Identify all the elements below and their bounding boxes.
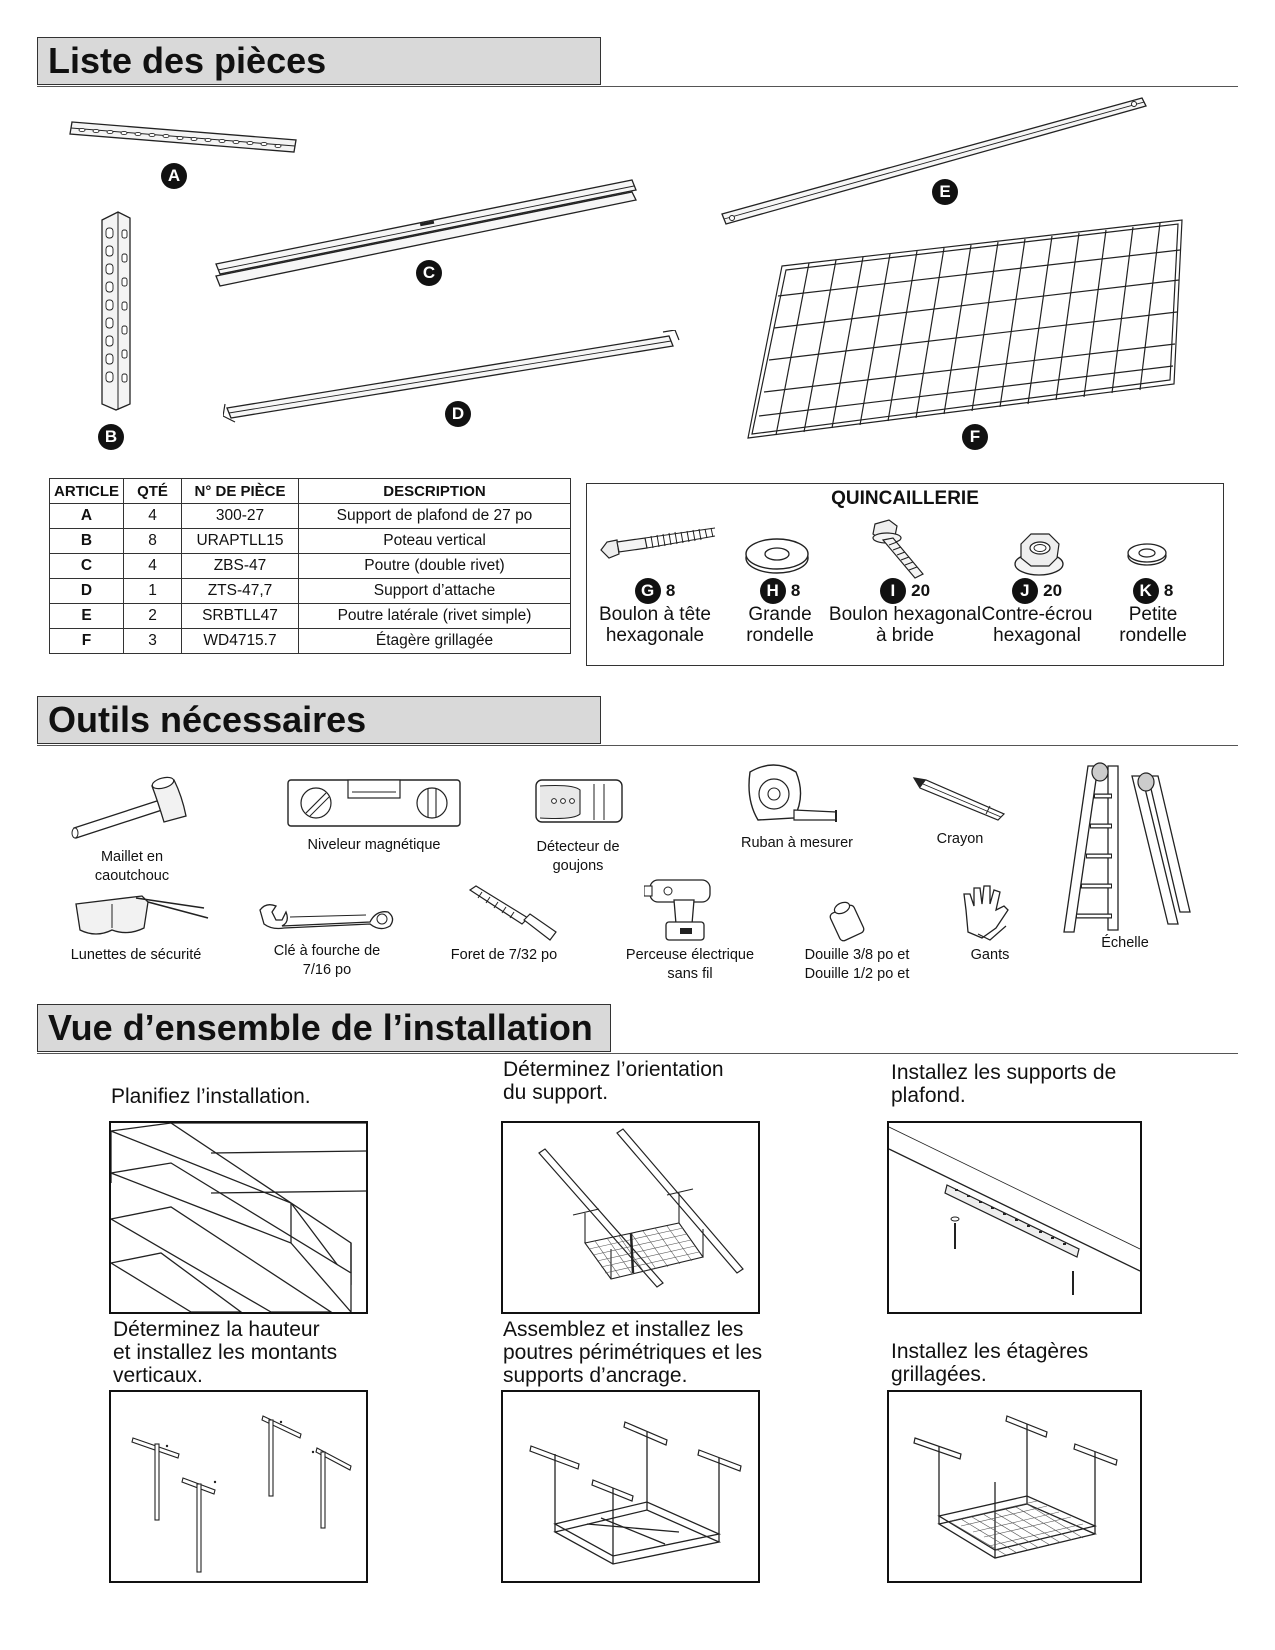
step-4-line3: verticaux. (113, 1364, 203, 1387)
step-4-line2: et installez les montants (113, 1341, 338, 1364)
tool-socket-line1: Douille 3/8 po et (804, 947, 910, 963)
hardware-g-callout: G (635, 578, 661, 604)
part-f-callout: F (962, 424, 988, 450)
hardware-title: QUINCAILLERIE (831, 488, 979, 509)
cell-part-number: URAPTLL15 (182, 529, 299, 554)
tool-drill-line1: Perceuse électrique (625, 947, 755, 963)
part-e-illustration (718, 94, 1152, 234)
cell-part-number: ZTS-47,7 (182, 579, 299, 604)
tool-mallet-line1: Maillet en (100, 849, 164, 865)
part-c-callout: C (416, 260, 442, 286)
col-qty: QTÉ (124, 479, 182, 504)
cell-description: Support d’attache (299, 579, 571, 604)
lock-nut-icon (1011, 530, 1067, 580)
step-5-line1: Assemblez et installez les (503, 1318, 744, 1341)
table-row (50, 504, 571, 529)
tool-label-gloves (940, 946, 1040, 965)
cordless-drill-icon (644, 866, 724, 944)
flange-bolt-icon (869, 518, 933, 582)
tool-drill-line2: sans fil (667, 966, 713, 982)
col-description: DESCRIPTION (299, 479, 571, 504)
part-b-illustration (96, 210, 136, 412)
section-rule (37, 86, 1238, 87)
hardware-k-callout: K (1133, 578, 1159, 604)
tool-label-ladder (1060, 934, 1190, 953)
cell-qty: 1 (124, 579, 182, 604)
hardware-item-i (825, 578, 985, 646)
cell-qty: 3 (124, 629, 182, 654)
wrench-icon (258, 900, 396, 934)
tool-ladder-line1: Échelle (1101, 935, 1149, 951)
tool-label-wrench (248, 942, 406, 980)
step-6-title (891, 1340, 1088, 1386)
parts-table (49, 478, 571, 654)
tool-label-level (286, 836, 462, 855)
step-6-line2: grillagées. (891, 1363, 987, 1386)
part-e-callout: E (932, 179, 958, 205)
perimeter-beams-illustration (503, 1392, 758, 1581)
tool-label-bit (432, 946, 576, 965)
section-rule (37, 1053, 1238, 1054)
step-2-line2: du support. (503, 1081, 609, 1104)
tool-gloves-line1: Gants (970, 947, 1010, 963)
cell-article: B (50, 529, 124, 554)
col-article: ARTICLE (50, 479, 124, 504)
step-5-line2: poutres périmétriques et les (503, 1341, 763, 1364)
ceiling-bracket-install-illustration (889, 1123, 1140, 1312)
vertical-posts-illustration (111, 1392, 366, 1581)
step-6-panel (887, 1390, 1142, 1583)
cell-description: Étagère grillagée (299, 629, 571, 654)
magnetic-level-icon (286, 778, 462, 828)
tool-socket-line2: Douille 1/2 po et (804, 966, 910, 982)
hardware-j-label-2: hexagonal (993, 625, 1081, 646)
tool-level-line1: Niveleur magnétique (307, 837, 441, 853)
table-row (50, 604, 571, 629)
hardware-i-label-1: Boulon hexagonal (828, 604, 982, 625)
tool-label-stud-finder (508, 838, 648, 876)
hardware-j-callout: J (1012, 578, 1038, 604)
small-washer-icon (1125, 540, 1169, 568)
cell-qty: 2 (124, 604, 182, 629)
tool-label-socket (786, 946, 928, 984)
step-1-line1: Planifiez l’installation. (111, 1085, 311, 1108)
hardware-h-label-2: rondelle (746, 625, 814, 646)
cell-qty: 4 (124, 554, 182, 579)
large-washer-icon (743, 536, 811, 576)
step-4-title (113, 1318, 337, 1387)
hardware-k-label-1: Petite (1128, 604, 1178, 625)
cell-part-number: SRBTLL47 (182, 604, 299, 629)
section-header-overview: Vue d’ensemble de l’installation (37, 1004, 611, 1052)
ladder-icon (1062, 762, 1194, 938)
step-4-line1: Déterminez la hauteur (113, 1318, 320, 1341)
hardware-g-label-1: Boulon à tête (599, 604, 711, 625)
hardware-j-qty: 20 (1043, 581, 1063, 601)
tool-pencil-line1: Crayon (936, 831, 984, 847)
hardware-h-callout: H (760, 578, 786, 604)
cell-article: F (50, 629, 124, 654)
tool-mallet-line2: caoutchouc (94, 868, 170, 884)
safety-glasses-icon (72, 890, 212, 942)
step-4-panel (109, 1390, 368, 1583)
tool-wrench-line2: 7/16 po (302, 962, 352, 978)
part-d-callout: D (445, 401, 471, 427)
hardware-item-j (971, 578, 1103, 646)
table-row (50, 579, 571, 604)
cell-qty: 4 (124, 504, 182, 529)
hardware-item-k (1093, 578, 1213, 646)
tool-label-mallet (62, 848, 202, 886)
parts-table-header (50, 479, 571, 504)
hardware-i-label-2: à bride (875, 625, 935, 646)
rubber-mallet-icon (70, 776, 190, 842)
tool-tape-line1: Ruban à mesurer (740, 835, 854, 851)
gloves-icon (960, 880, 1016, 942)
tool-bit-line1: Foret de 7/32 po (450, 947, 558, 963)
hardware-i-qty: 20 (911, 581, 931, 601)
tool-wrench-line1: Clé à fourche de (273, 943, 381, 959)
stud-finder-icon (534, 776, 626, 828)
step-5-title (503, 1318, 762, 1387)
hardware-k-label-2: rondelle (1119, 625, 1187, 646)
step-2-panel (501, 1121, 760, 1314)
cell-description: Poutre (double rivet) (299, 554, 571, 579)
hardware-h-qty: 8 (790, 581, 801, 601)
table-row (50, 529, 571, 554)
cell-part-number: ZBS-47 (182, 554, 299, 579)
hardware-box (586, 483, 1224, 666)
cell-article: D (50, 579, 124, 604)
cell-article: C (50, 554, 124, 579)
cell-article: E (50, 604, 124, 629)
hardware-g-qty: 8 (665, 581, 676, 601)
step-2-line1: Déterminez l’orientation (503, 1058, 724, 1081)
pencil-icon (912, 776, 1008, 822)
table-row (50, 554, 571, 579)
part-a-callout: A (161, 163, 187, 189)
hardware-item-g (589, 578, 721, 646)
step-3-line1: Installez les supports de (891, 1061, 1117, 1084)
cell-qty: 8 (124, 529, 182, 554)
table-row (50, 629, 571, 654)
step-1-panel (109, 1121, 368, 1314)
tool-label-pencil (900, 830, 1020, 849)
step-1-title (111, 1085, 311, 1108)
hardware-i-callout: I (880, 578, 906, 604)
step-3-line2: plafond. (891, 1084, 966, 1107)
cell-part-number: 300-27 (182, 504, 299, 529)
socket-icon (824, 898, 870, 942)
step-2-title (503, 1058, 724, 1104)
section-header-tools: Outils nécessaires (37, 696, 601, 744)
wire-shelf-install-illustration (889, 1392, 1140, 1581)
bracket-orientation-illustration (503, 1123, 758, 1312)
hardware-j-label-1: Contre-écrou (981, 604, 1093, 625)
cell-part-number: WD4715.7 (182, 629, 299, 654)
section-rule (37, 745, 1238, 746)
tool-stud-line1: Détecteur de (536, 839, 620, 855)
cell-description: Poteau vertical (299, 529, 571, 554)
drill-bit-icon (468, 884, 558, 942)
tool-label-tape (722, 834, 872, 853)
part-b-callout: B (98, 424, 124, 450)
tool-label-glasses (48, 946, 224, 965)
tool-stud-line2: goujons (552, 858, 604, 874)
step-5-panel (501, 1390, 760, 1583)
hardware-h-label-1: Grande (748, 604, 812, 625)
hardware-k-qty: 8 (1163, 581, 1174, 601)
tape-measure-icon (744, 762, 844, 830)
part-f-illustration (742, 216, 1196, 446)
section-header-parts: Liste des pièces (37, 37, 601, 85)
ceiling-joists-illustration (111, 1123, 366, 1312)
step-6-line1: Installez les étagères (891, 1340, 1089, 1363)
cell-description: Support de plafond de 27 po (299, 504, 571, 529)
hardware-g-label-2: hexagonale (605, 625, 705, 646)
cell-article: A (50, 504, 124, 529)
tool-label-drill (616, 946, 764, 984)
step-3-panel (887, 1121, 1142, 1314)
step-5-line3: supports d’ancrage. (503, 1364, 688, 1387)
tool-glasses-line1: Lunettes de sécurité (70, 947, 202, 963)
col-part-number: N° DE PIÈCE (182, 479, 299, 504)
part-a-illustration (68, 118, 300, 160)
cell-description: Poutre latérale (rivet simple) (299, 604, 571, 629)
hex-bolt-icon (597, 524, 721, 564)
step-3-title (891, 1061, 1116, 1107)
